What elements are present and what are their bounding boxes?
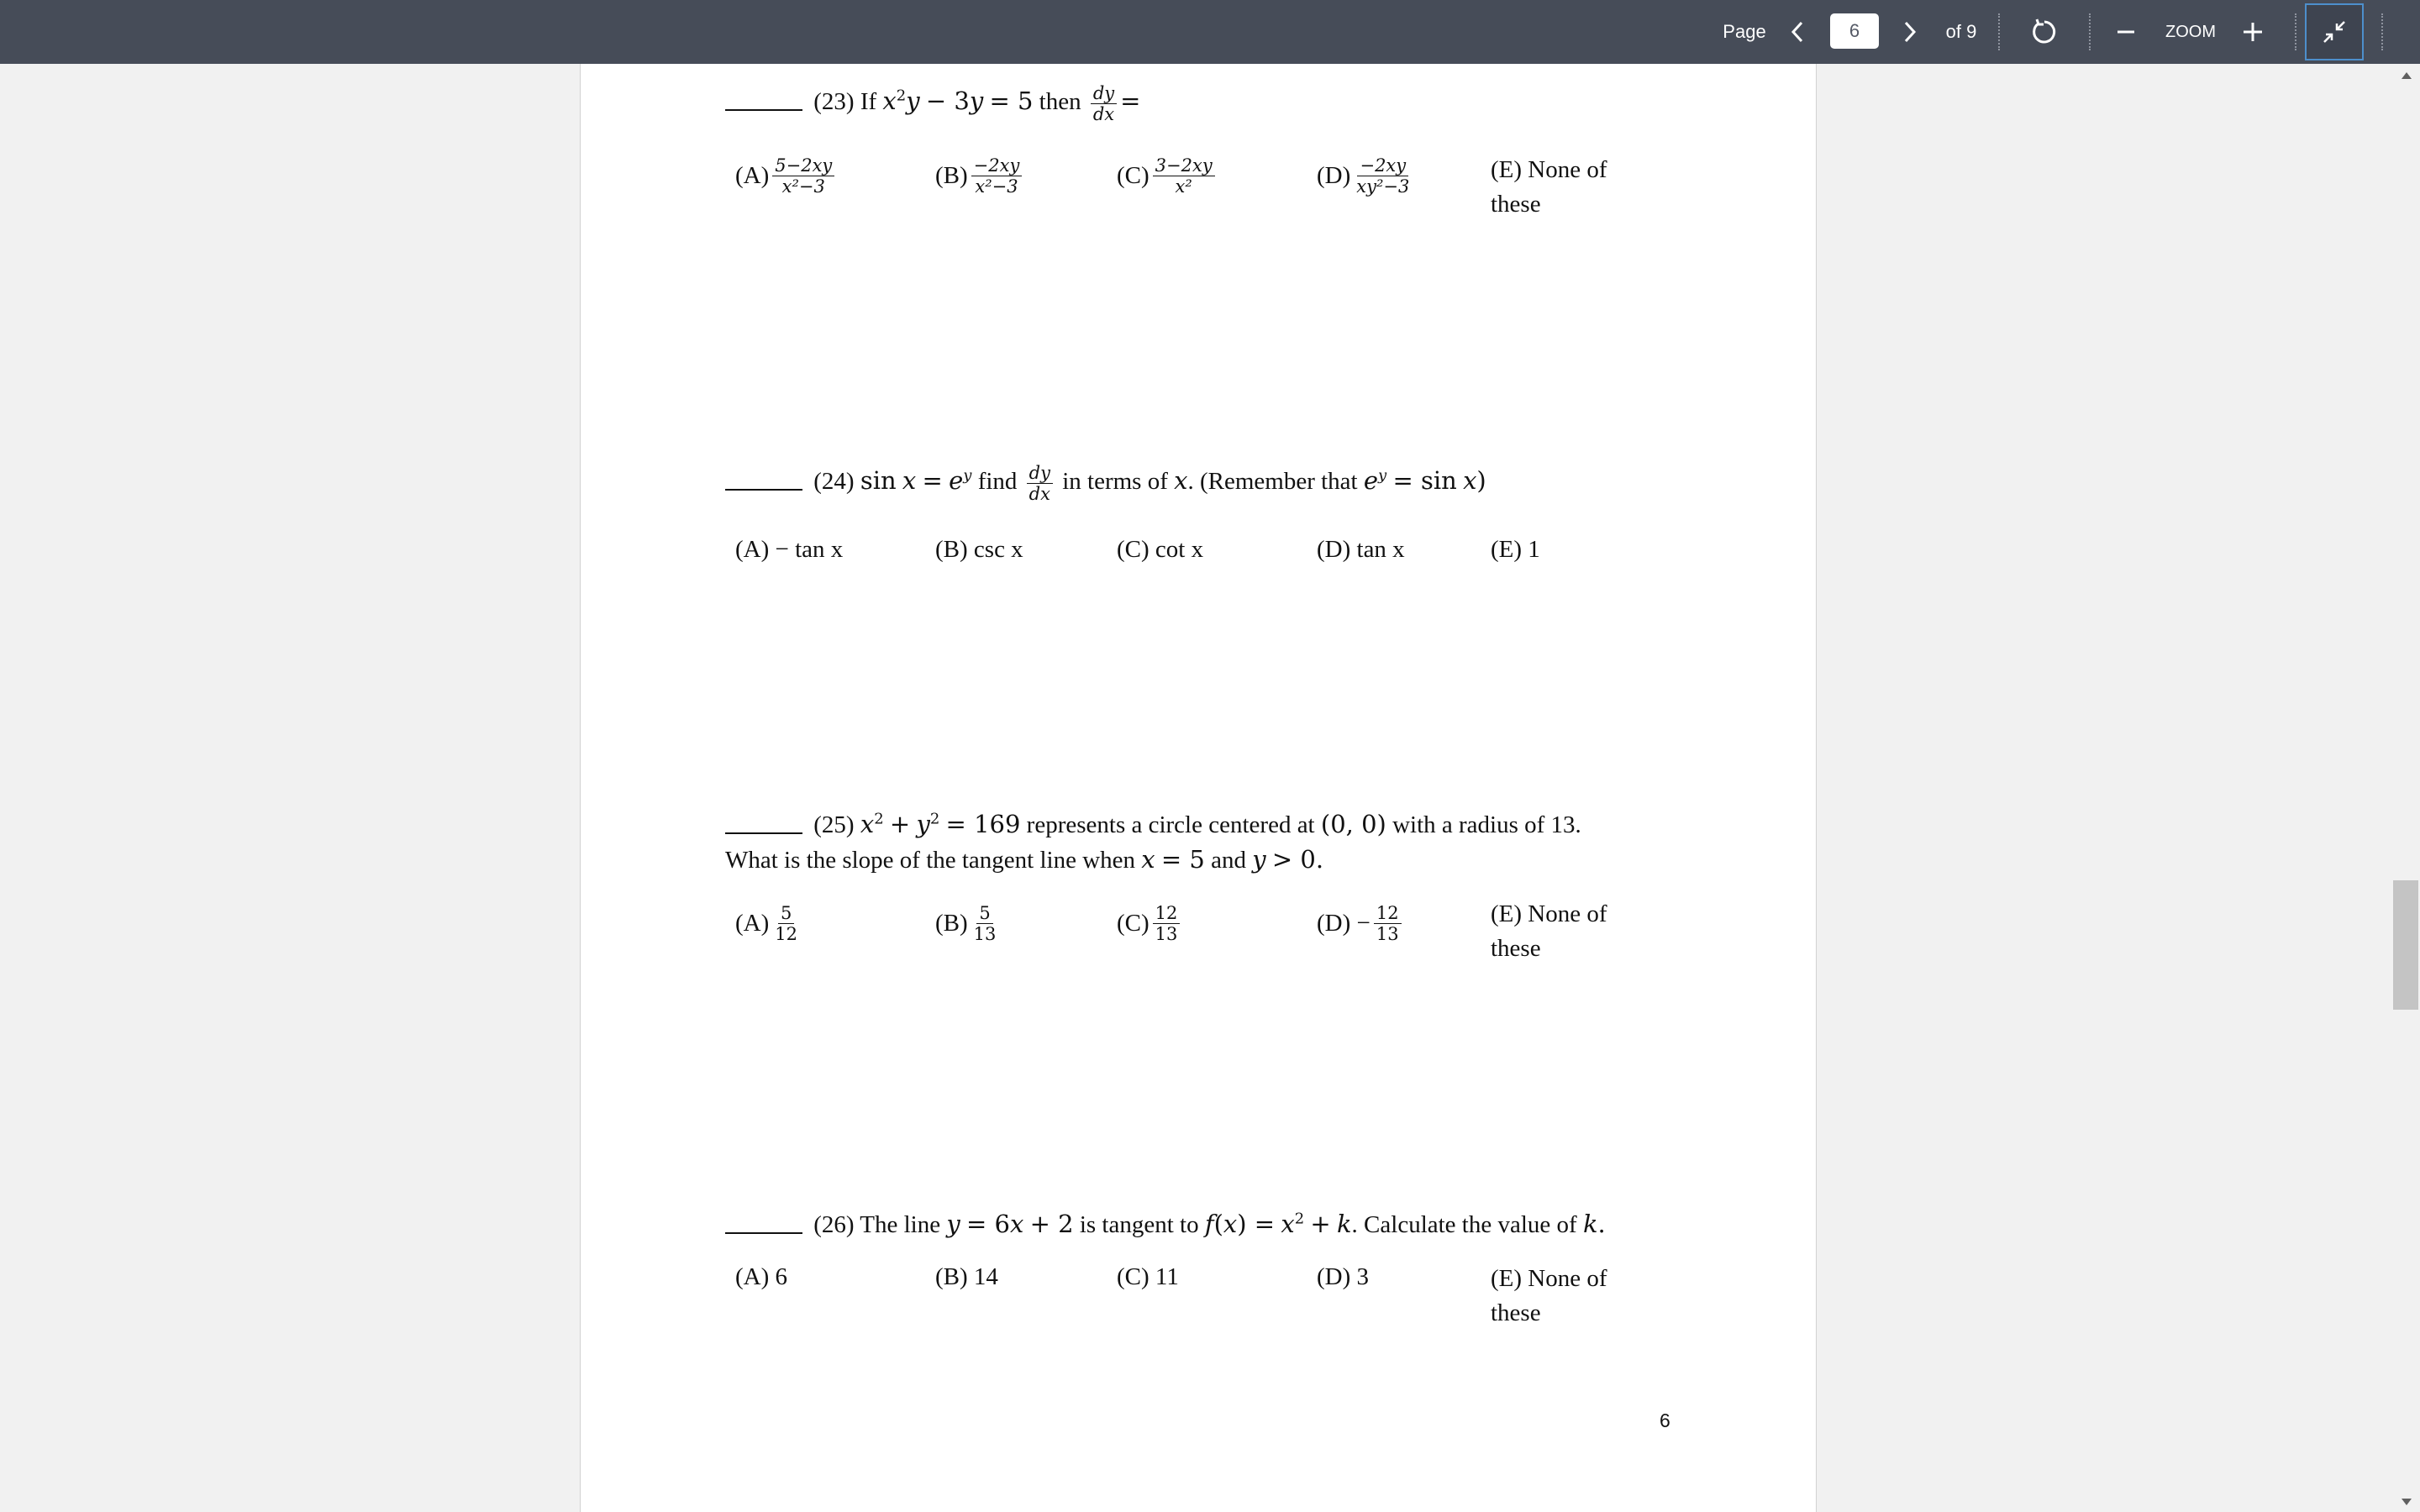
toolbar-divider	[2089, 13, 2091, 50]
choice-d: (D) − $\frac{12}{13}$	[1317, 904, 1405, 943]
scroll-up-arrow[interactable]	[2402, 72, 2412, 79]
page-number-input[interactable]: 6	[1830, 13, 1879, 49]
pdf-toolbar	[0, 0, 2420, 64]
page-label: Page	[1723, 21, 1766, 42]
question-number: (24)	[813, 468, 855, 496]
next-page-button[interactable]	[1892, 0, 1928, 64]
choice-e: (E) None of these	[1491, 900, 1607, 962]
choice-a: (A) $\frac{5}{12}$	[735, 903, 797, 945]
exit-fullscreen-button[interactable]	[2305, 3, 2364, 60]
choice-d: (D) $\frac{-2xy}{\text{xy²−3}}$	[1317, 155, 1410, 197]
choice-a: (A) $\frac{5-2xy}{\text{x²−3}}$	[735, 156, 838, 196]
choice-e: (E) None of these	[1491, 156, 1607, 218]
exit-fullscreen-icon	[2322, 19, 2347, 45]
answer-blank	[725, 489, 802, 491]
zoom-out-button[interactable]	[2107, 0, 2144, 64]
choice-d: (D) 3	[1317, 1263, 1370, 1290]
question-25-line-2: What is the slope of the tangent line when x = 5 and y > 0.	[725, 845, 1324, 874]
scroll-down-arrow[interactable]	[2402, 1499, 2412, 1505]
zoom-in-button[interactable]	[2232, 0, 2274, 64]
choice-c: (C) cot x	[1117, 536, 1204, 563]
choice-d: (D) tan x	[1317, 536, 1405, 563]
question-number: (23) If	[813, 88, 877, 116]
total-pages-label: of 9	[1945, 21, 1977, 42]
choice-b: (B) 14	[935, 1263, 998, 1290]
toolbar-divider	[1998, 13, 2000, 50]
question-24: (24) $\sin x = e^y$ find $\frac{dy}{dx}$ in terms of x. (Remember that $e^y = \sin x$)	[725, 464, 1486, 503]
question-number: (25)	[813, 811, 855, 838]
answer-blank	[725, 832, 802, 834]
question-25: (25) $x^2 + y^2 = 169$ represents a circle centered at (0, 0) with a radius of 13.	[725, 810, 1581, 839]
refresh-icon	[2030, 18, 2059, 46]
previous-page-button[interactable]	[1780, 0, 1815, 64]
choice-a: (A) 6	[735, 1263, 788, 1290]
choice-b: (B) csc x	[935, 536, 1023, 563]
toolbar-divider	[2295, 13, 2296, 50]
chevron-left-icon	[1791, 21, 1804, 43]
choice-c: (C) $\frac{3-2xy}{\text{x²}}$	[1117, 156, 1218, 196]
answer-blank	[725, 109, 802, 111]
document-page	[580, 64, 1817, 1512]
choice-c: (C) $\frac{12}{13}$	[1117, 904, 1183, 943]
question-26: (26) The line y = 6x + 2 is tangent to $f(x) = x^2 + k$. Calculate the value of k.	[725, 1210, 1606, 1239]
plus-icon	[2242, 21, 2264, 43]
choice-b: (B) $\frac{5}{13}$	[935, 903, 997, 945]
derivative-fraction: $\frac{dy}{dx}$	[1091, 84, 1117, 123]
zoom-label: ZOOM	[2165, 22, 2216, 41]
choice-e: (E) 1	[1491, 536, 1540, 563]
answer-blank	[725, 1232, 802, 1234]
page-number-footer: 6	[1660, 1410, 1670, 1431]
minus-icon	[2116, 22, 2136, 42]
question-text: then	[1039, 88, 1081, 116]
chevron-right-icon	[1903, 21, 1917, 43]
choice-a: (A) − tan x	[735, 536, 844, 563]
toolbar-divider	[2381, 13, 2383, 50]
question-number: (26) The line	[813, 1211, 941, 1238]
question-23: (23) If $x^2y - 3y = 5$ then $\frac{dy}{dx}$ =	[725, 84, 1140, 123]
rotate-button[interactable]	[2023, 0, 2065, 64]
choice-c: (C) 11	[1117, 1263, 1179, 1290]
choice-e: (E) None of these	[1491, 1265, 1607, 1326]
choice-b: (B) $\frac{-2xy}{\text{x²−3}}$	[935, 156, 1025, 196]
scrollbar-thumb[interactable]	[2393, 880, 2418, 1010]
